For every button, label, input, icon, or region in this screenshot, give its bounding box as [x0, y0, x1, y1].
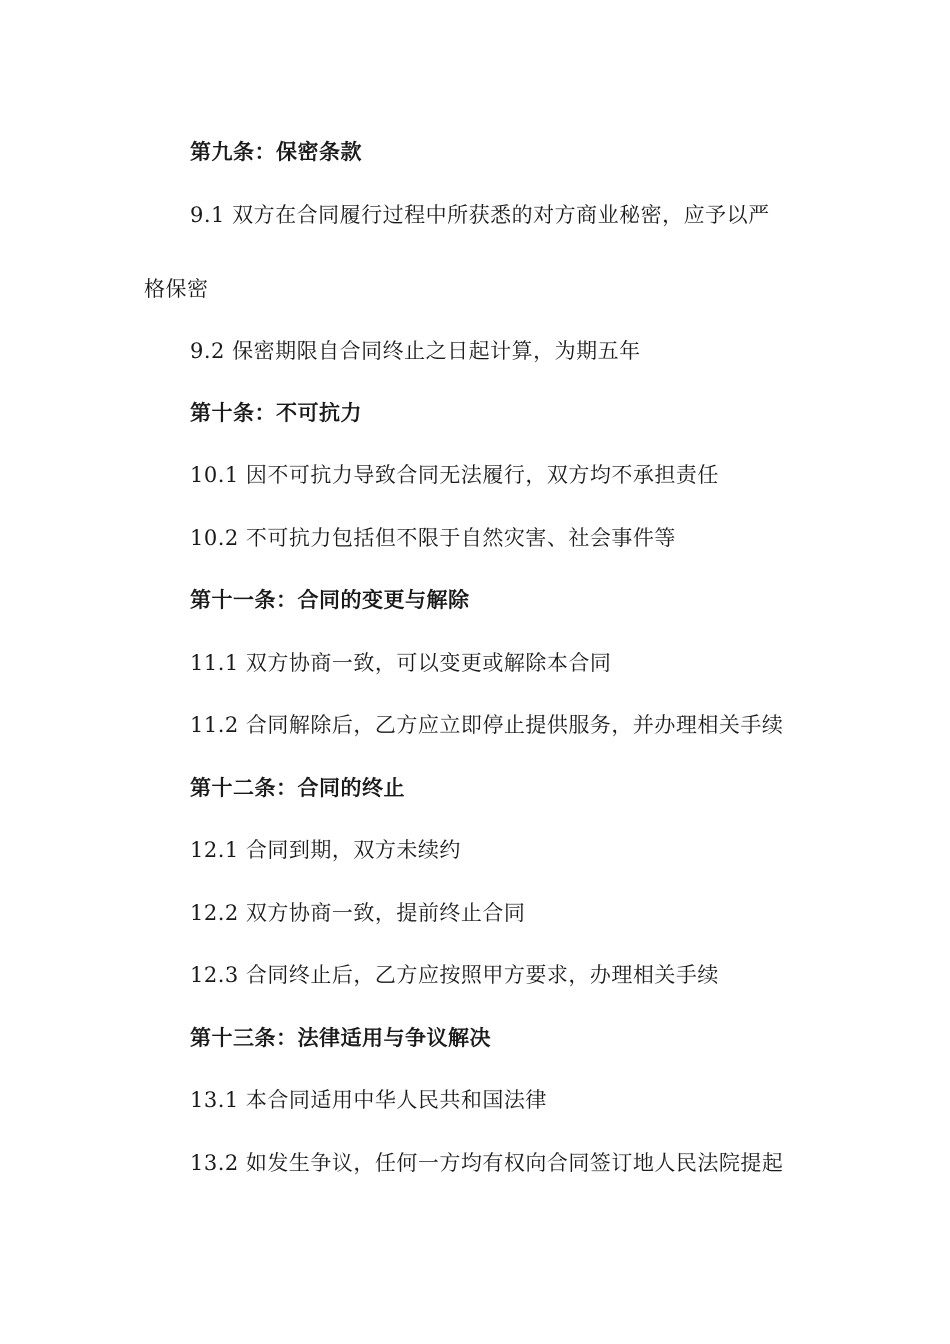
section-heading-9: 第九条：保密条款 [190, 140, 362, 164]
clause-10-1: 10.1 因不可抗力导致合同无法履行，双方均不承担责任 [190, 463, 719, 487]
clause-11-2: 11.2 合同解除后，乙方应立即停止提供服务，并办理相关手续 [190, 713, 784, 737]
clause-13-2: 13.2 如发生争议，任何一方均有权向合同签订地人民法院提起 [190, 1151, 784, 1175]
clause-11-1: 11.1 双方协商一致，可以变更或解除本合同 [190, 651, 612, 675]
clause-9-2: 9.2 保密期限自合同终止之日起计算，为期五年 [190, 339, 641, 363]
section-heading-10: 第十条：不可抗力 [190, 401, 362, 425]
clause-12-2: 12.2 双方协商一致，提前终止合同 [190, 901, 526, 925]
clause-9-1: 9.1 双方在合同履行过程中所获悉的对方商业秘密，应予以严 [190, 203, 770, 227]
clause-13-1: 13.1 本合同适用中华人民共和国法律 [190, 1088, 547, 1112]
section-heading-12: 第十二条：合同的终止 [190, 776, 405, 800]
clause-10-2: 10.2 不可抗力包括但不限于自然灾害、社会事件等 [190, 526, 676, 550]
section-heading-13: 第十三条：法律适用与争议解决 [190, 1026, 491, 1050]
section-heading-11: 第十一条：合同的变更与解除 [190, 588, 470, 612]
clause-9-1-continuation: 格保密 [144, 277, 209, 301]
clause-12-1: 12.1 合同到期，双方未续约 [190, 838, 461, 862]
clause-12-3: 12.3 合同终止后，乙方应按照甲方要求，办理相关手续 [190, 963, 719, 987]
